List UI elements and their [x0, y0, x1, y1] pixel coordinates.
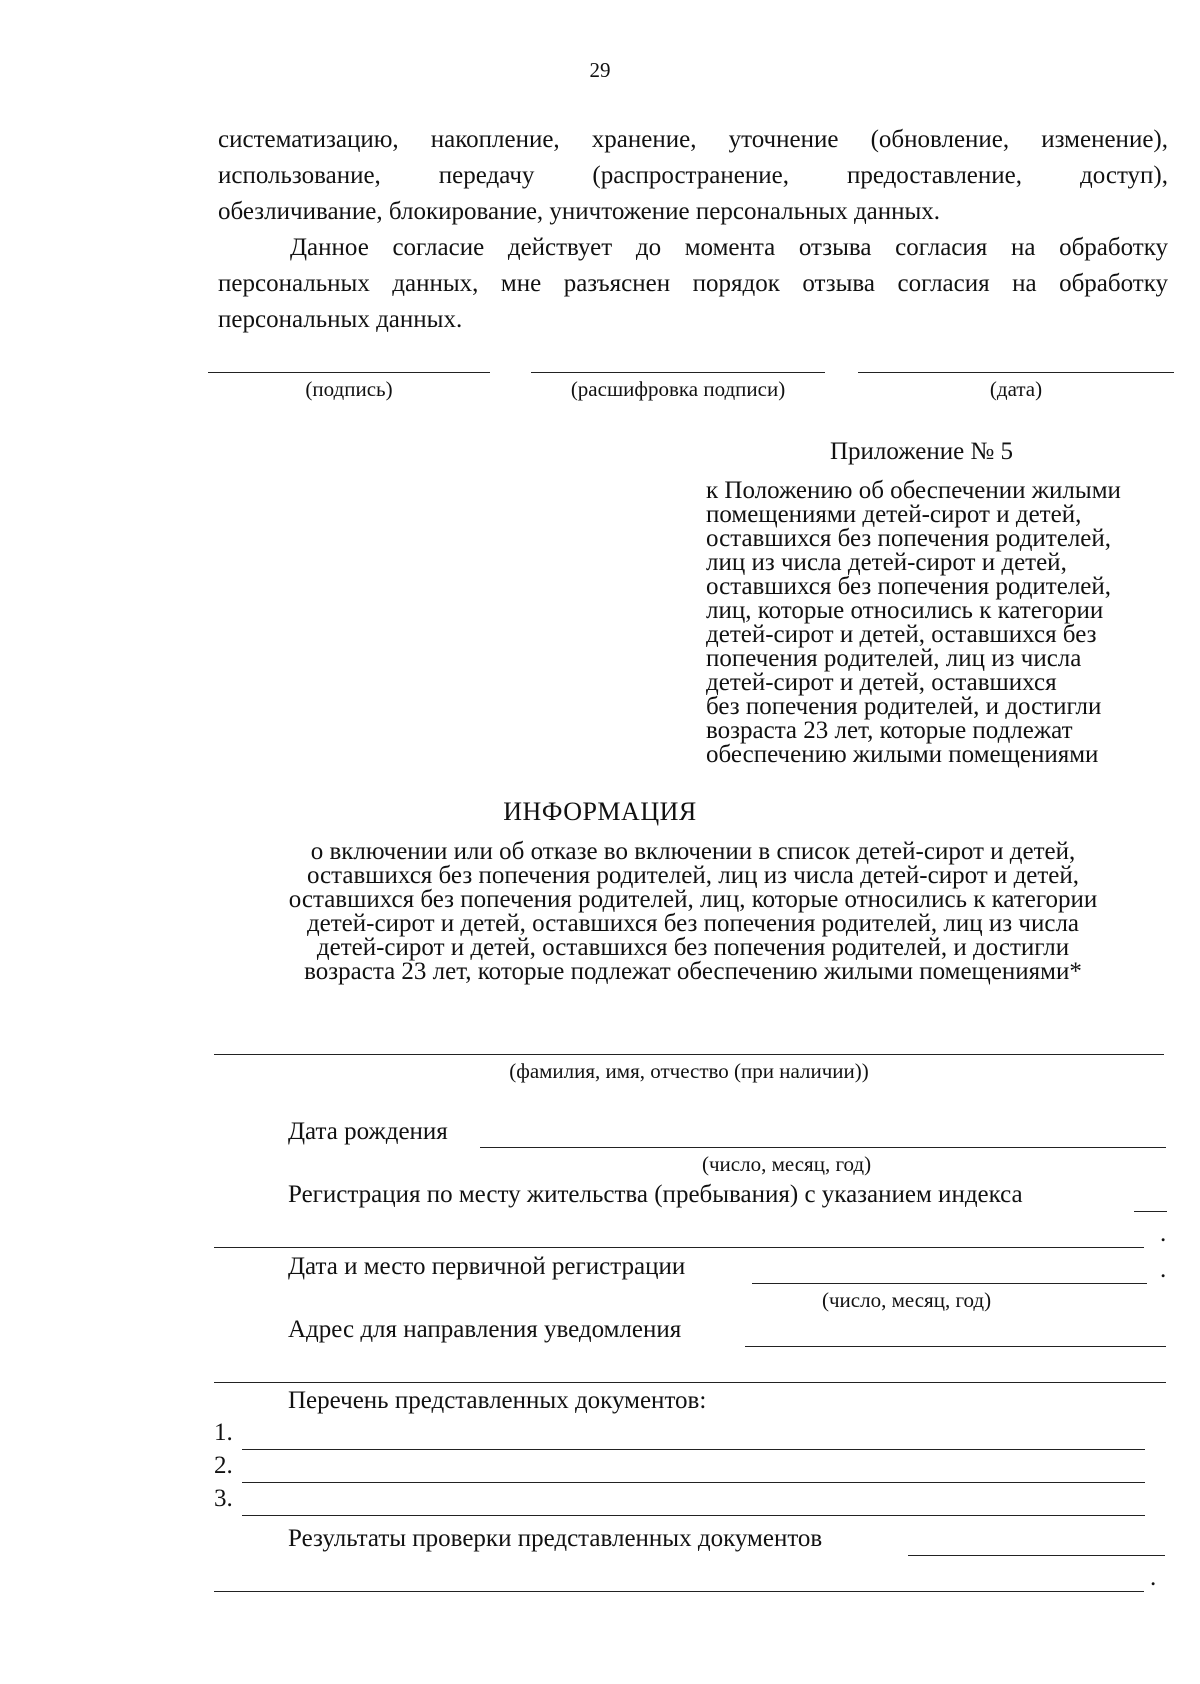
info-line: детей-сирот и детей, оставшихся без попечения родителей, и достигли	[316, 934, 1070, 961]
check-results-label: Результаты проверки представленных документов	[288, 1525, 823, 1552]
validity-line: Данное согласие действует до момента отзыва согласия на обработку	[290, 234, 1168, 261]
date-caption: (дата)	[989, 377, 1043, 401]
registration-label: Регистрация по месту жительства (пребывания) с указанием индекса	[288, 1181, 1023, 1208]
appendix-line: оставшихся без попечения родителей,	[706, 573, 1112, 600]
validity-line: персональных данных.	[218, 306, 463, 333]
primary-registration-field[interactable]	[752, 1283, 1147, 1284]
consent-paragraph	[218, 122, 1168, 230]
consent-line: обезличивание, блокирование, уничтожение персональных данных.	[218, 198, 941, 225]
appendix-line: лиц из числа детей-сирот и детей,	[706, 549, 1067, 576]
primary-registration-period: .	[1160, 1256, 1167, 1283]
registration-field-start[interactable]	[1134, 1211, 1167, 1212]
consent-line: использование, передачу (распространение, предоставление, доступ),	[218, 162, 1168, 189]
fio-caption: (фамилия, имя, отчество (при наличии))	[509, 1059, 869, 1083]
signature-decoding-caption: (расшифровка подписи)	[570, 377, 786, 401]
info-line: о включении или об отказе во включении в список детей-сирот и детей,	[310, 838, 1076, 865]
notification-address-label: Адрес для направления уведомления	[288, 1316, 682, 1343]
registration-field[interactable]	[214, 1247, 1144, 1248]
consent-line: систематизацию, накопление, хранение, уточнение (обновление, изменение),	[218, 126, 1168, 153]
appendix-line: к Положению об обеспечении жилыми	[706, 477, 1121, 504]
notification-address-field[interactable]	[745, 1346, 1166, 1347]
info-line: детей-сирот и детей, оставшихся без попечения родителей, лиц из числа	[306, 910, 1080, 937]
info-line: оставшихся без попечения родителей, лиц, которые относились к категории	[288, 886, 1098, 913]
registration-period: .	[1160, 1220, 1167, 1247]
date-line[interactable]	[858, 372, 1174, 373]
appendix-line: лиц, которые относились к категории	[706, 597, 1104, 624]
appendix-line: попечения родителей, лиц из числа	[706, 645, 1082, 672]
appendix-line: оставшихся без попечения родителей,	[706, 525, 1112, 552]
info-title-text: ИНФОРМАЦИЯ	[503, 797, 697, 826]
appendix-line: детей-сирот и детей, оставшихся без	[706, 621, 1097, 648]
documents-list-label: Перечень представленных документов:	[288, 1387, 707, 1414]
appendix-line: возраста 23 лет, которые подлежат	[706, 717, 1073, 744]
birth-date-field[interactable]	[480, 1147, 1166, 1148]
fio-field[interactable]	[214, 1054, 1164, 1055]
document-field-2[interactable]	[242, 1482, 1145, 1483]
document-number: 3.	[214, 1485, 233, 1512]
check-results-field-2[interactable]	[214, 1591, 1144, 1592]
info-line: оставшихся без попечения родителей, лиц из числа детей-сирот и детей,	[306, 862, 1080, 889]
birth-date-caption: (число, месяц, год)	[702, 1152, 872, 1176]
primary-registration-label: Дата и место первичной регистрации	[288, 1253, 686, 1280]
info-line: возраста 23 лет, которые подлежат обеспечению жилыми помещениями*	[304, 958, 1082, 985]
appendix-line: обеспечению жилыми помещениями	[706, 741, 1099, 768]
check-results-period: .	[1150, 1564, 1157, 1591]
signature-caption: (подпись)	[305, 377, 393, 401]
document-number: 1.	[214, 1419, 233, 1446]
appendix-line: детей-сирот и детей, оставшихся	[706, 669, 1057, 696]
info-title	[0, 797, 1200, 827]
primary-registration-caption: (число, месяц, год)	[822, 1288, 992, 1312]
document-field-1[interactable]	[242, 1449, 1145, 1450]
consent-validity-paragraph	[218, 230, 1168, 338]
signature-line[interactable]	[208, 372, 490, 373]
document-field-3[interactable]	[242, 1515, 1145, 1516]
document-number: 2.	[214, 1452, 233, 1479]
appendix-line: без попечения родителей, и достигли	[706, 693, 1102, 720]
appendix-title: Приложение № 5	[830, 438, 1014, 465]
page-number: 29	[589, 58, 611, 82]
appendix-line: помещениями детей-сирот и детей,	[706, 501, 1082, 528]
signature-decoding-line[interactable]	[531, 372, 825, 373]
notification-address-field-2[interactable]	[214, 1382, 1166, 1383]
validity-line: персональных данных, мне разъяснен порядок отзыва согласия на обработку	[218, 270, 1168, 297]
check-results-field[interactable]	[908, 1555, 1165, 1556]
info-description	[220, 840, 1166, 984]
birth-date-label: Дата рождения	[288, 1118, 448, 1145]
appendix-reference	[706, 479, 1176, 767]
